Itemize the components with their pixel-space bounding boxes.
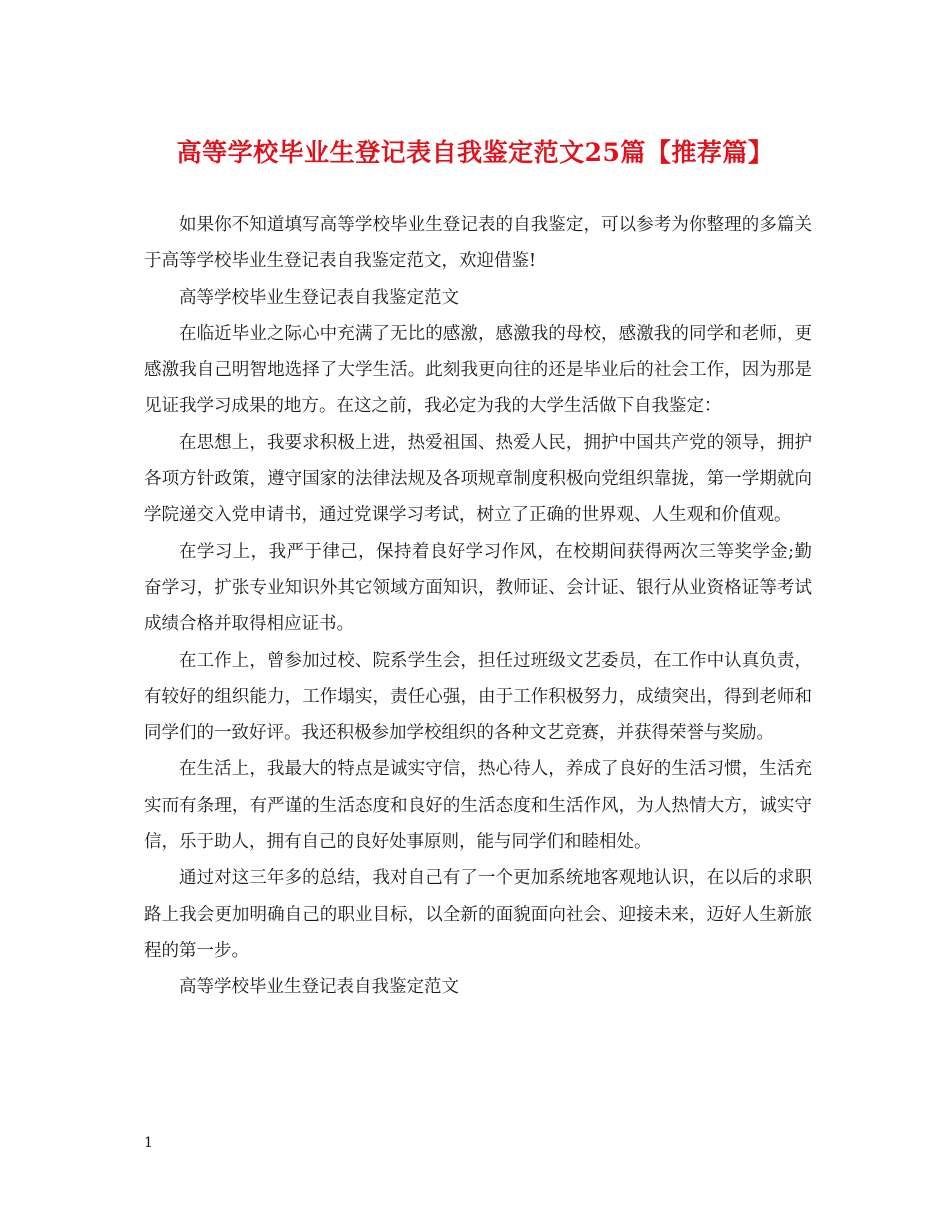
body-paragraph: 在学习上，我严于律己，保持着良好学习作风，在校期间获得两次三等奖学金;勤奋学习，扩张专业知识外其它领域方面知识，教师证、会计证、银行从业资格证等考试成绩合格并取得相应证书。 [144,541,812,635]
page-number: 1 [144,1135,153,1151]
document-title: 高等学校毕业生登记表自我鉴定范文25篇【推荐篇】 [176,138,774,167]
section-heading: 高等学校毕业生登记表自我鉴定范文 [179,287,459,308]
body-paragraph: 在生活上，我最大的特点是诚实守信，热心待人，养成了良好的生活习惯，生活充实而有条理，有严谨的生活态度和良好的生活态度和生活作风，为人热情大方，诚实守信，乐于助人，拥有自己的良好处事原则，能与同学们和睦相处。 [144,759,812,853]
intro-paragraph: 如果你不知道填写高等学校毕业生登记表的自我鉴定，可以参考为你整理的多篇关于高等学校毕业生登记表自我鉴定范文，欢迎借鉴! [144,215,812,272]
section-heading: 高等学校毕业生登记表自我鉴定范文 [179,977,459,998]
document-body [144,207,812,1006]
body-paragraph: 通过对这三年多的总结，我对自己有了一个更加系统地客观地认识，在以后的求职路上我会更加明确自己的职业目标，以全新的面貌面向社会、迎接未来，迈好人生新旅程的第一步。 [144,868,812,961]
body-paragraph: 在思想上，我要求积极上进，热爱祖国、热爱人民，拥护中国共产党的领导，拥护各项方针政策，遵守国家的法律法规及各项规章制度积极向党组织靠拢，第一学期就向学院递交入党申请书，通过党课学习考试，树立了正确的世界观、人生观和价值观。 [144,432,812,526]
body-paragraph: 在工作上，曾参加过校、院系学生会，担任过班级文艺委员，在工作中认真负责，有较好的组织能力，工作塌实，责任心强，由于工作积极努力，成绩突出，得到老师和同学们的一致好评。我还积极参加学校组织的各种文艺竞赛，并获得荣誉与奖励。 [144,650,812,744]
body-paragraph: 在临近毕业之际心中充满了无比的感激，感激我的母校，感激我的同学和老师，更感激我自己明智地选择了大学生活。此刻我更向往的还是毕业后的社会工作，因为那是见证我学习成果的地方。在这之前，我必定为我的大学生活做下自我鉴定： [144,323,812,417]
